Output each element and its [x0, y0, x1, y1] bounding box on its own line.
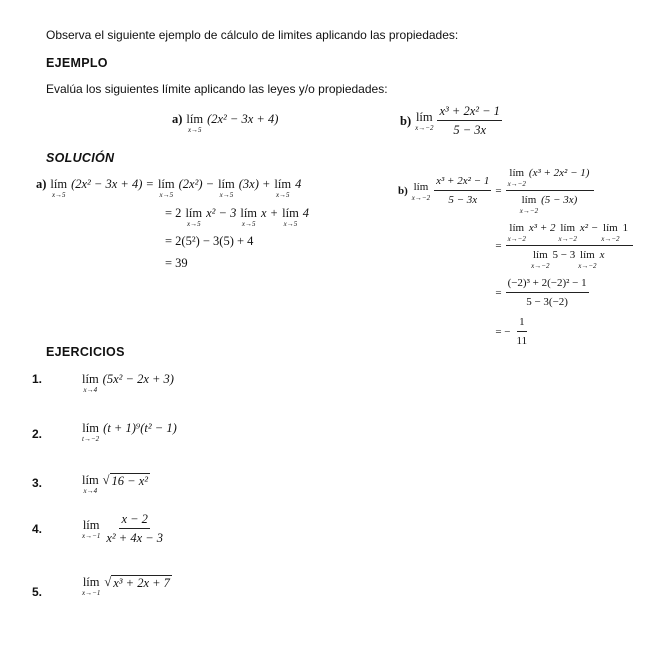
- prompt-text: Evalúa los siguientes límite aplicando las leyes y/o propiedades:: [46, 82, 388, 96]
- solution-b-line4: = − $\frac{1}{11}$: [495, 316, 528, 347]
- exercise-2: 2. lím t→−2 (t + 1)⁹(t² − 1): [32, 421, 177, 443]
- solution-a-line4: = 39: [165, 256, 188, 270]
- solution-a-line1: a) lím x→5 (2x² − 3x + 4) = lím x→5 (2x²) − lím x→5 (3x) + lím x→5 4: [36, 177, 302, 199]
- solution-b-line1: = lím x→−2 (x³ + 2x² − 1) lím x→−2 (5 − 3x): [495, 166, 637, 215]
- label: a): [172, 112, 183, 126]
- solution-a-line2: = 2 lím x→5 x² − 3 lím x→5 x + lím x→5 4: [165, 206, 310, 228]
- exercises-heading: EJERCICIOS: [46, 345, 125, 359]
- solution-a-line3: = 2(5²) − 3(5) + 4: [165, 234, 254, 248]
- exercise-5: 5. lím x→−1 √ x³ + 2x + 7: [32, 575, 170, 599]
- lim-operator: lím x→−2: [415, 109, 434, 132]
- example-a: [172, 112, 282, 134]
- solution-b-line1-left: b) lím x→−2 $\frac{\text{x³ + 2x² − 1}}{5 - 3x}$: [398, 175, 490, 206]
- solution-b-line3: = $\frac{\text{(−2)³ + 2(−2)² − 1}}{5 - 3(-2)}$: [495, 277, 587, 308]
- exercise-3: 3. lím x→4 √ 16 − x²: [32, 473, 149, 495]
- lim-operator: lím x→5: [186, 112, 204, 134]
- solution-heading: SOLUCIÓN: [46, 151, 115, 165]
- solution-b: [398, 166, 637, 348]
- expression: (2x² − 3x + 4): [207, 112, 279, 126]
- label: b): [400, 113, 412, 128]
- exercise-4: 4. lím x→−1 $\frac{x - 2}{\text{x² + 4x − 3}}$: [32, 512, 164, 545]
- instruction-text: Observa el siguiente ejemplo de cálculo de limites aplicando las propiedades:: [46, 28, 459, 42]
- solution-b-line2: = lím x→−2 x³ + 2 lím x→−2 x² − lím x→−2 1 lím x→−2 5 − 3 lím x→−2 x: [495, 221, 637, 270]
- example-b: [400, 104, 506, 137]
- fraction: $\frac{\text{x³ + 2x² − 1}}{5 - 3x}$: [439, 104, 500, 137]
- exercise-1: 1. lím x→4 (5x² − 2x + 3): [32, 372, 174, 394]
- example-heading: EJEMPLO: [46, 56, 108, 70]
